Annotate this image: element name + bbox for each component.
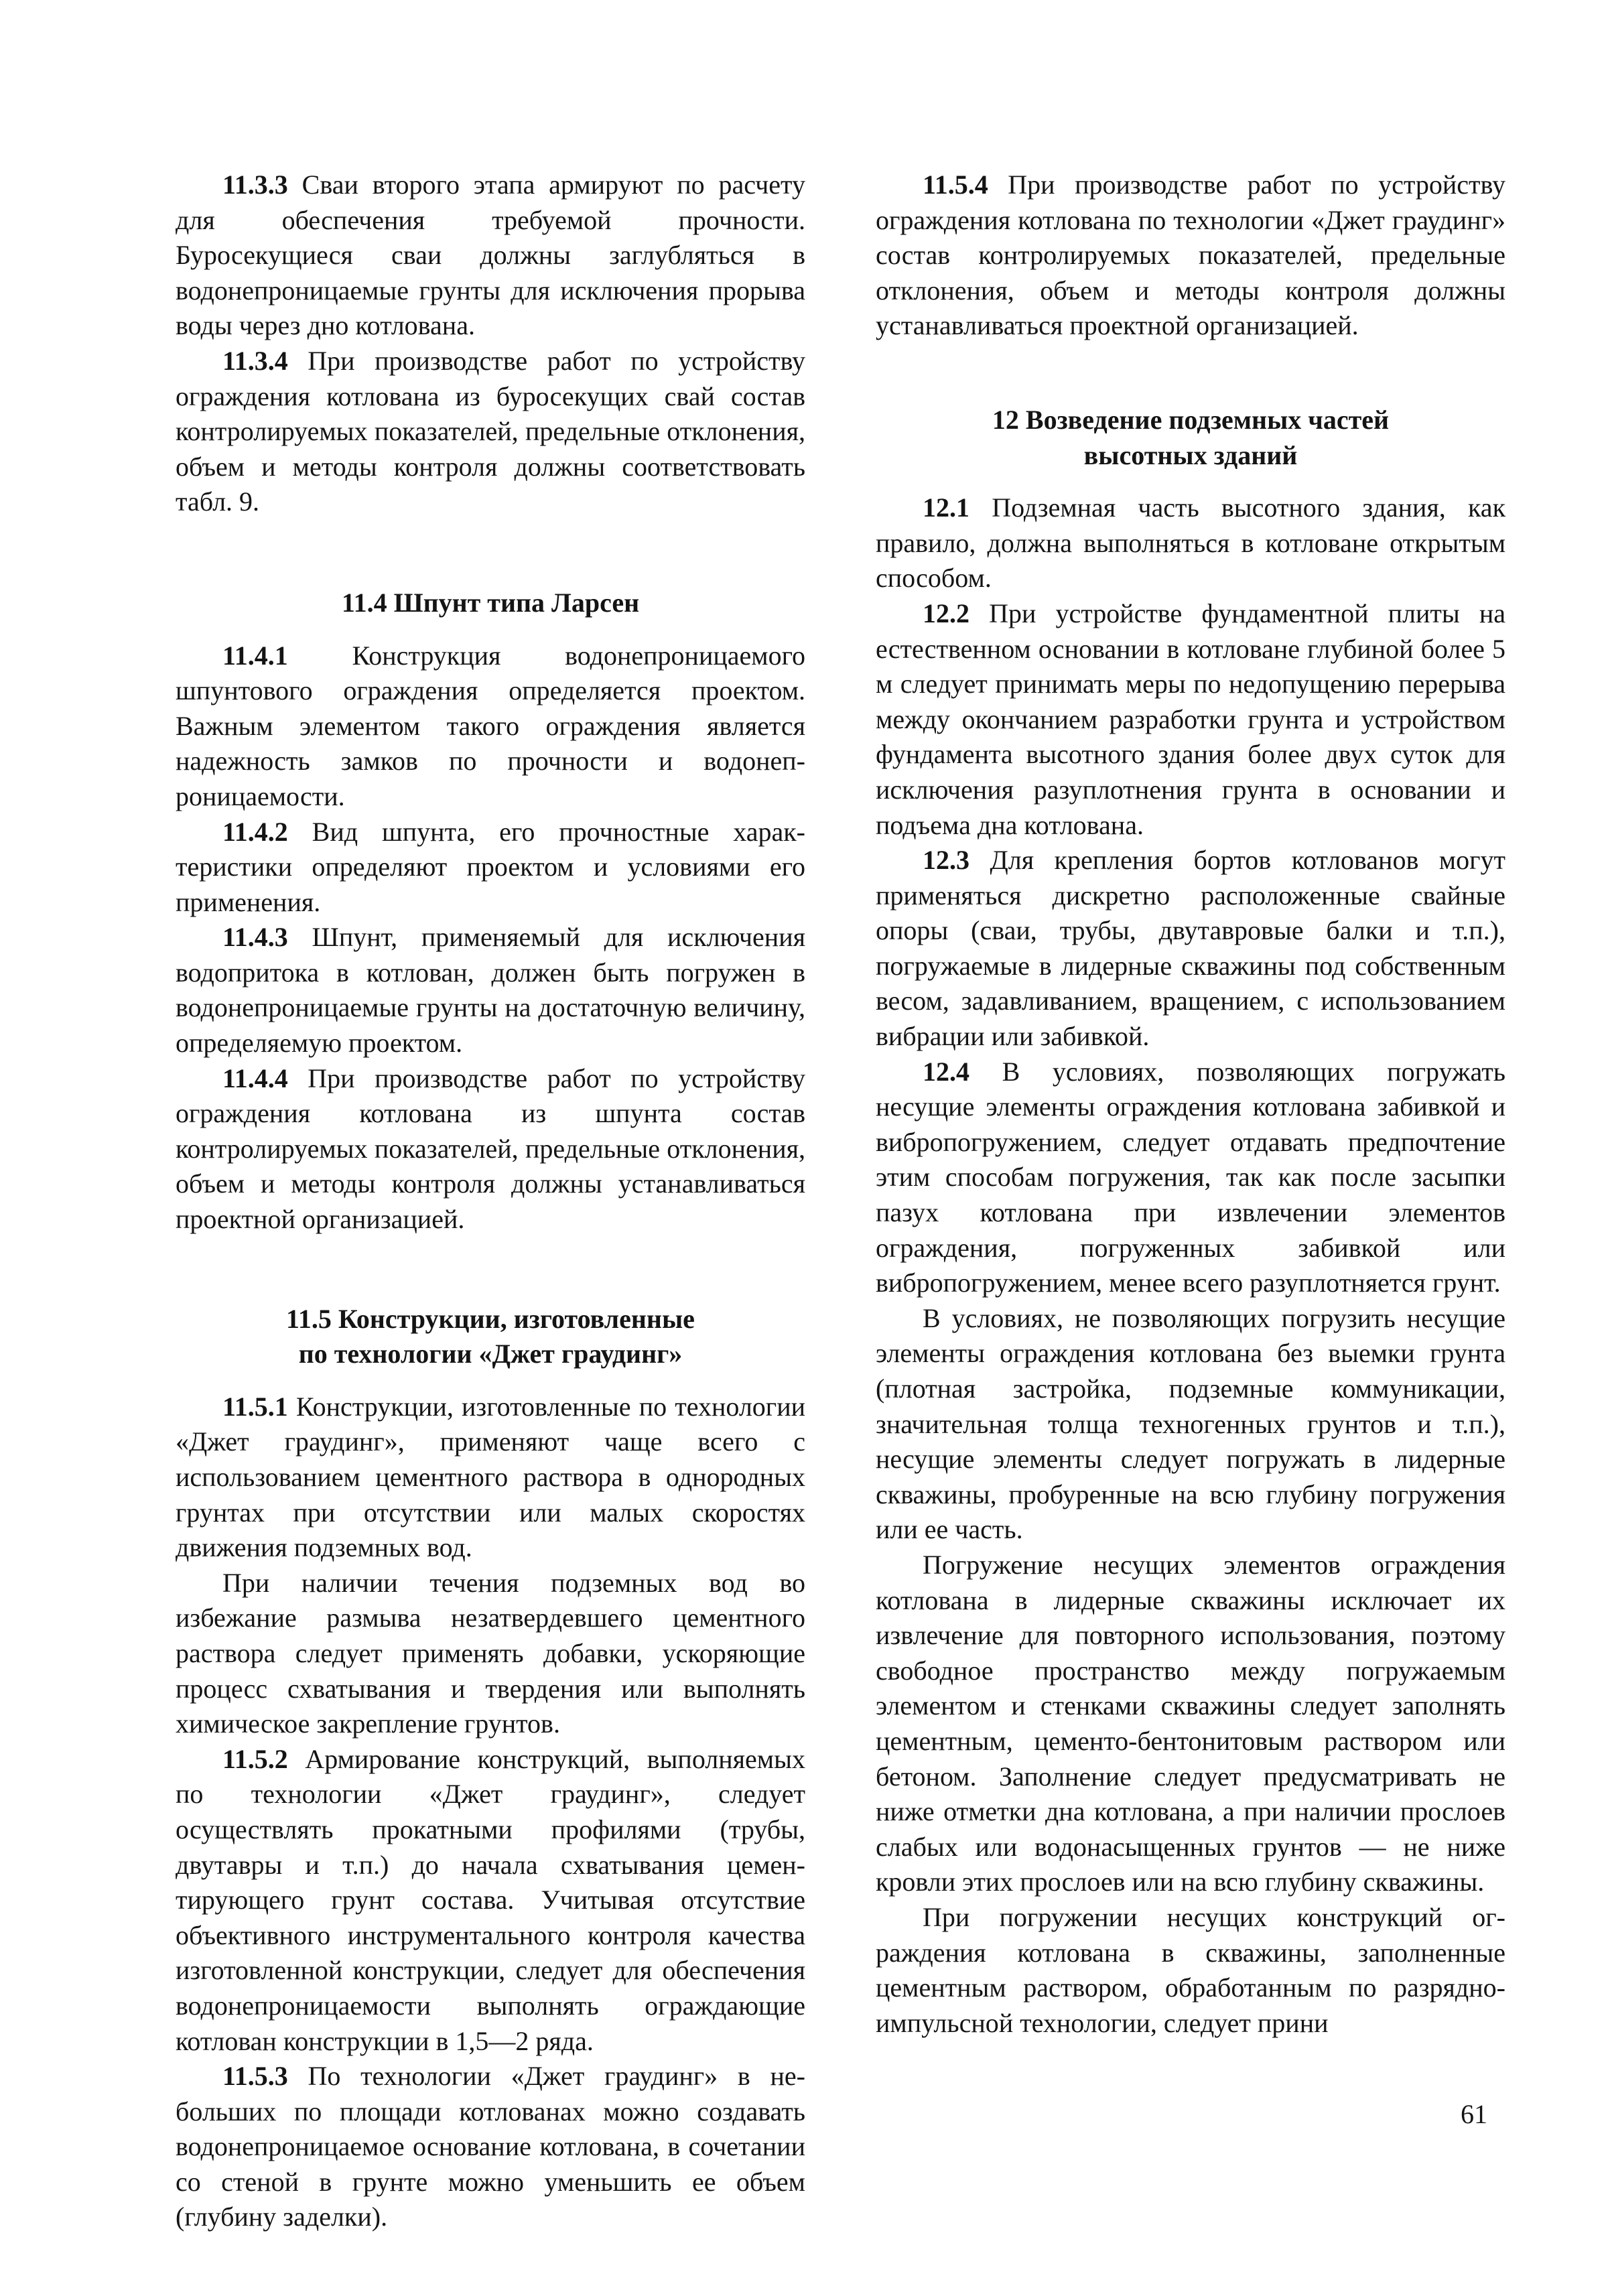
paragraph-text: При устройстве фундаментной плиты на естественном основании в котловане глубиной более 5 м следует принимать меры по недопущению перерыва между окончанием разработки грунта и устройством фундамента высотного здания более двух суток для исключения разуплотнения грунта в основании и подъема дна котлована.: [876, 598, 1505, 840]
clause-number: 12.4: [923, 1056, 969, 1087]
clause-number: 11.5.3: [222, 2061, 288, 2092]
paragraph-11-3-4: [176, 344, 805, 520]
paragraph-text: Вид шпунта, его прочностные характеристики определяют проектом и условиями его применения.: [176, 816, 805, 917]
clause-number: 11.4.4: [222, 1063, 288, 1093]
paragraph-12-2: [876, 596, 1505, 843]
paragraph-text: Подземная часть высотного здания, как правило, должна выполняться в котловане открытым способом.: [876, 492, 1505, 594]
paragraph-11-4-2: [176, 815, 805, 921]
clause-number: 12.1: [923, 492, 969, 523]
paragraph-11-4-1: [176, 638, 805, 815]
heading-line: по технологии «Джет граудинг»: [298, 1339, 683, 1369]
paragraph-11-4-3: [176, 920, 805, 1061]
clause-number: 11.4.3: [222, 922, 288, 953]
paragraph-text: При производстве работ по устройству ограждения котлована из шпунта состав контролируемых показателей, предельные отклонения, объем и методы контроля должны устанавливаться проектной организацией.: [176, 1063, 805, 1235]
paragraph-12-4-continued-3: При погружении несущих конструкций ограждения котлована в скважины, заполненные цементным раствором, обработанным по разрядно-импульсной технологии, следует прини: [876, 1901, 1505, 2038]
clause-number: 11.3.3: [222, 170, 288, 200]
right-column: [876, 167, 1505, 2041]
heading-line: 12 Возведение подземных частей: [992, 404, 1390, 435]
clause-number: 11.4.2: [222, 816, 288, 847]
clause-number: 12.3: [923, 845, 969, 876]
page-number: 61: [1461, 2099, 1487, 2129]
left-column: [176, 167, 805, 2235]
heading-line: высотных зданий: [1083, 440, 1298, 470]
paragraph-text: Конструкции, изготовленные по технологии «Джет граудинг», применяют чаще всего с использованием цементного раствора в однородных грунтах при отсутствии или малых скоростях движения подземных вод.: [176, 1391, 805, 1563]
paragraph-11-4-4: [176, 1061, 805, 1237]
clause-number: 11.5.2: [222, 1743, 288, 1774]
clause-number: 11.5.1: [222, 1391, 288, 1422]
paragraph-text: При производстве работ по устройству ограждения котлована по технологии «Джет граудинг» состав контролируемых показателей, предельные отклонения, объем и методы контроля должны устанавливаться проектной организацией.: [876, 170, 1505, 341]
clause-number: 11.5.4: [923, 170, 988, 200]
clause-number: 11.4.1: [222, 640, 288, 671]
clause-number: 11.3.4: [222, 345, 288, 376]
paragraph-text: Конструкция водонепроницаемого шпунтового ограждения определяется проектом. Важным элементом такого ограждения является надежность замков по прочности и водонепроницаемости.: [176, 640, 805, 811]
paragraph-text: Сваи второго этапа армируют по расчету для обеспечения требуемой прочности. Буросекущиеся сваи должны заглубляться в водонепроницаемые грунты для исключения прорыва воды через дно котлована.: [176, 170, 805, 341]
paragraph-11-5-1-continued: При наличии течения подземных вод во избежание размыва незатвердевшего цементного раствора следует применять добавки, ускоряющие процесс схватывания и твердения или выполнять химическое закрепление грунтов.: [176, 1567, 805, 1739]
heading-line: 11.5 Конструкции, изготовленные: [286, 1303, 695, 1334]
paragraph-text: При производстве работ по устройству ограждения котлована из буросекущих свай состав контролируемых показателей, предельные отклонения, объем и методы контроля должны соответствовать табл. 9.: [176, 345, 805, 517]
paragraph-12-4: [876, 1055, 1505, 1301]
paragraph-12-1: [876, 490, 1505, 596]
paragraph-text: В условиях, позволяющих погружать несущие элементы ограждения котлована забивкой и вибропогружением, следует отдавать предпочтение этим способам погружения, так как после засыпки пазух котлована при извлечении элементов ограждения, погруженных забивкой или вибропогружением, менее всего разуплотняется грунт.: [876, 1056, 1505, 1298]
clause-number: 12.2: [923, 598, 969, 628]
paragraph-11-3-3: [176, 167, 805, 344]
paragraph-11-5-4: [876, 167, 1505, 344]
paragraph-text: Для крепления бортов котлованов могут применяться дискретно расположенные свайные опоры (сваи, трубы, двутавровые балки и т.п.), погружаемые в лидерные скважины под собственным весом, задавливанием, вращением, с использованием вибрации или забивкой.: [876, 845, 1505, 1052]
paragraph-11-5-3: [176, 2059, 805, 2235]
paragraph-12-3: [876, 843, 1505, 1055]
paragraph-text: Армирование конструкций, выполняемых по технологии «Джет граудинг», следует осуществлять прокатными профилями (трубы, двутавры и т.п.) до начала схватывания цементирующего грунт состава. Учитывая отсутствие объективного инструментального контроля качества изготовленной конструкции, следует для обеспечения водонепроницаемости выполнять ограждающие котлован конструкции в 1,5—2 ряда.: [176, 1743, 805, 2056]
heading-11-5: [176, 1302, 805, 1372]
paragraph-11-5-1: [176, 1390, 805, 1566]
heading-11-4: 11.4 Шпунт типа Ларсен: [341, 587, 640, 618]
paragraph-11-5-2: [176, 1742, 805, 2059]
paragraph-text: По технологии «Джет граудинг» в небольших по площади котлованах можно создавать водонепроницаемое основание котлована, в сочетании со стеной в грунте можно уменьшить ее объем (глубину заделки).: [176, 2061, 805, 2232]
paragraph-text: Шпунт, применяемый для исключения водопритока в котлован, должен быть погружен в водонепроницаемые грунты на достаточную величину, определяемую проектом.: [176, 922, 805, 1059]
heading-12: [876, 403, 1505, 473]
paragraph-12-4-continued-2: Погружение несущих элементов ограждения котлована в лидерные скважины исключает их извлечение для повторного использования, поэтому свободное пространство между погружаемым элементом и стенками скважины следует заполнять цементным, цементо-бентонитовым раствором или бетоном. Заполнение следует предусматривать не ниже отметки дна котлована, а при наличии прослоев слабых или водонасыщенных грунтов — не ниже кровли этих прослоев или на всю глубину скважины.: [876, 1549, 1505, 1897]
paragraph-12-4-continued-1: В условиях, не позволяющих погрузить несущие элементы ограждения котлована без выемки грунта (плотная застройка, подземные коммуникации, значительная толща техногенных грунтов и т.п.), несущие элементы следует погружать в лидерные скважины, пробуренные на всю глубину погружения или ее часть.: [876, 1302, 1505, 1545]
